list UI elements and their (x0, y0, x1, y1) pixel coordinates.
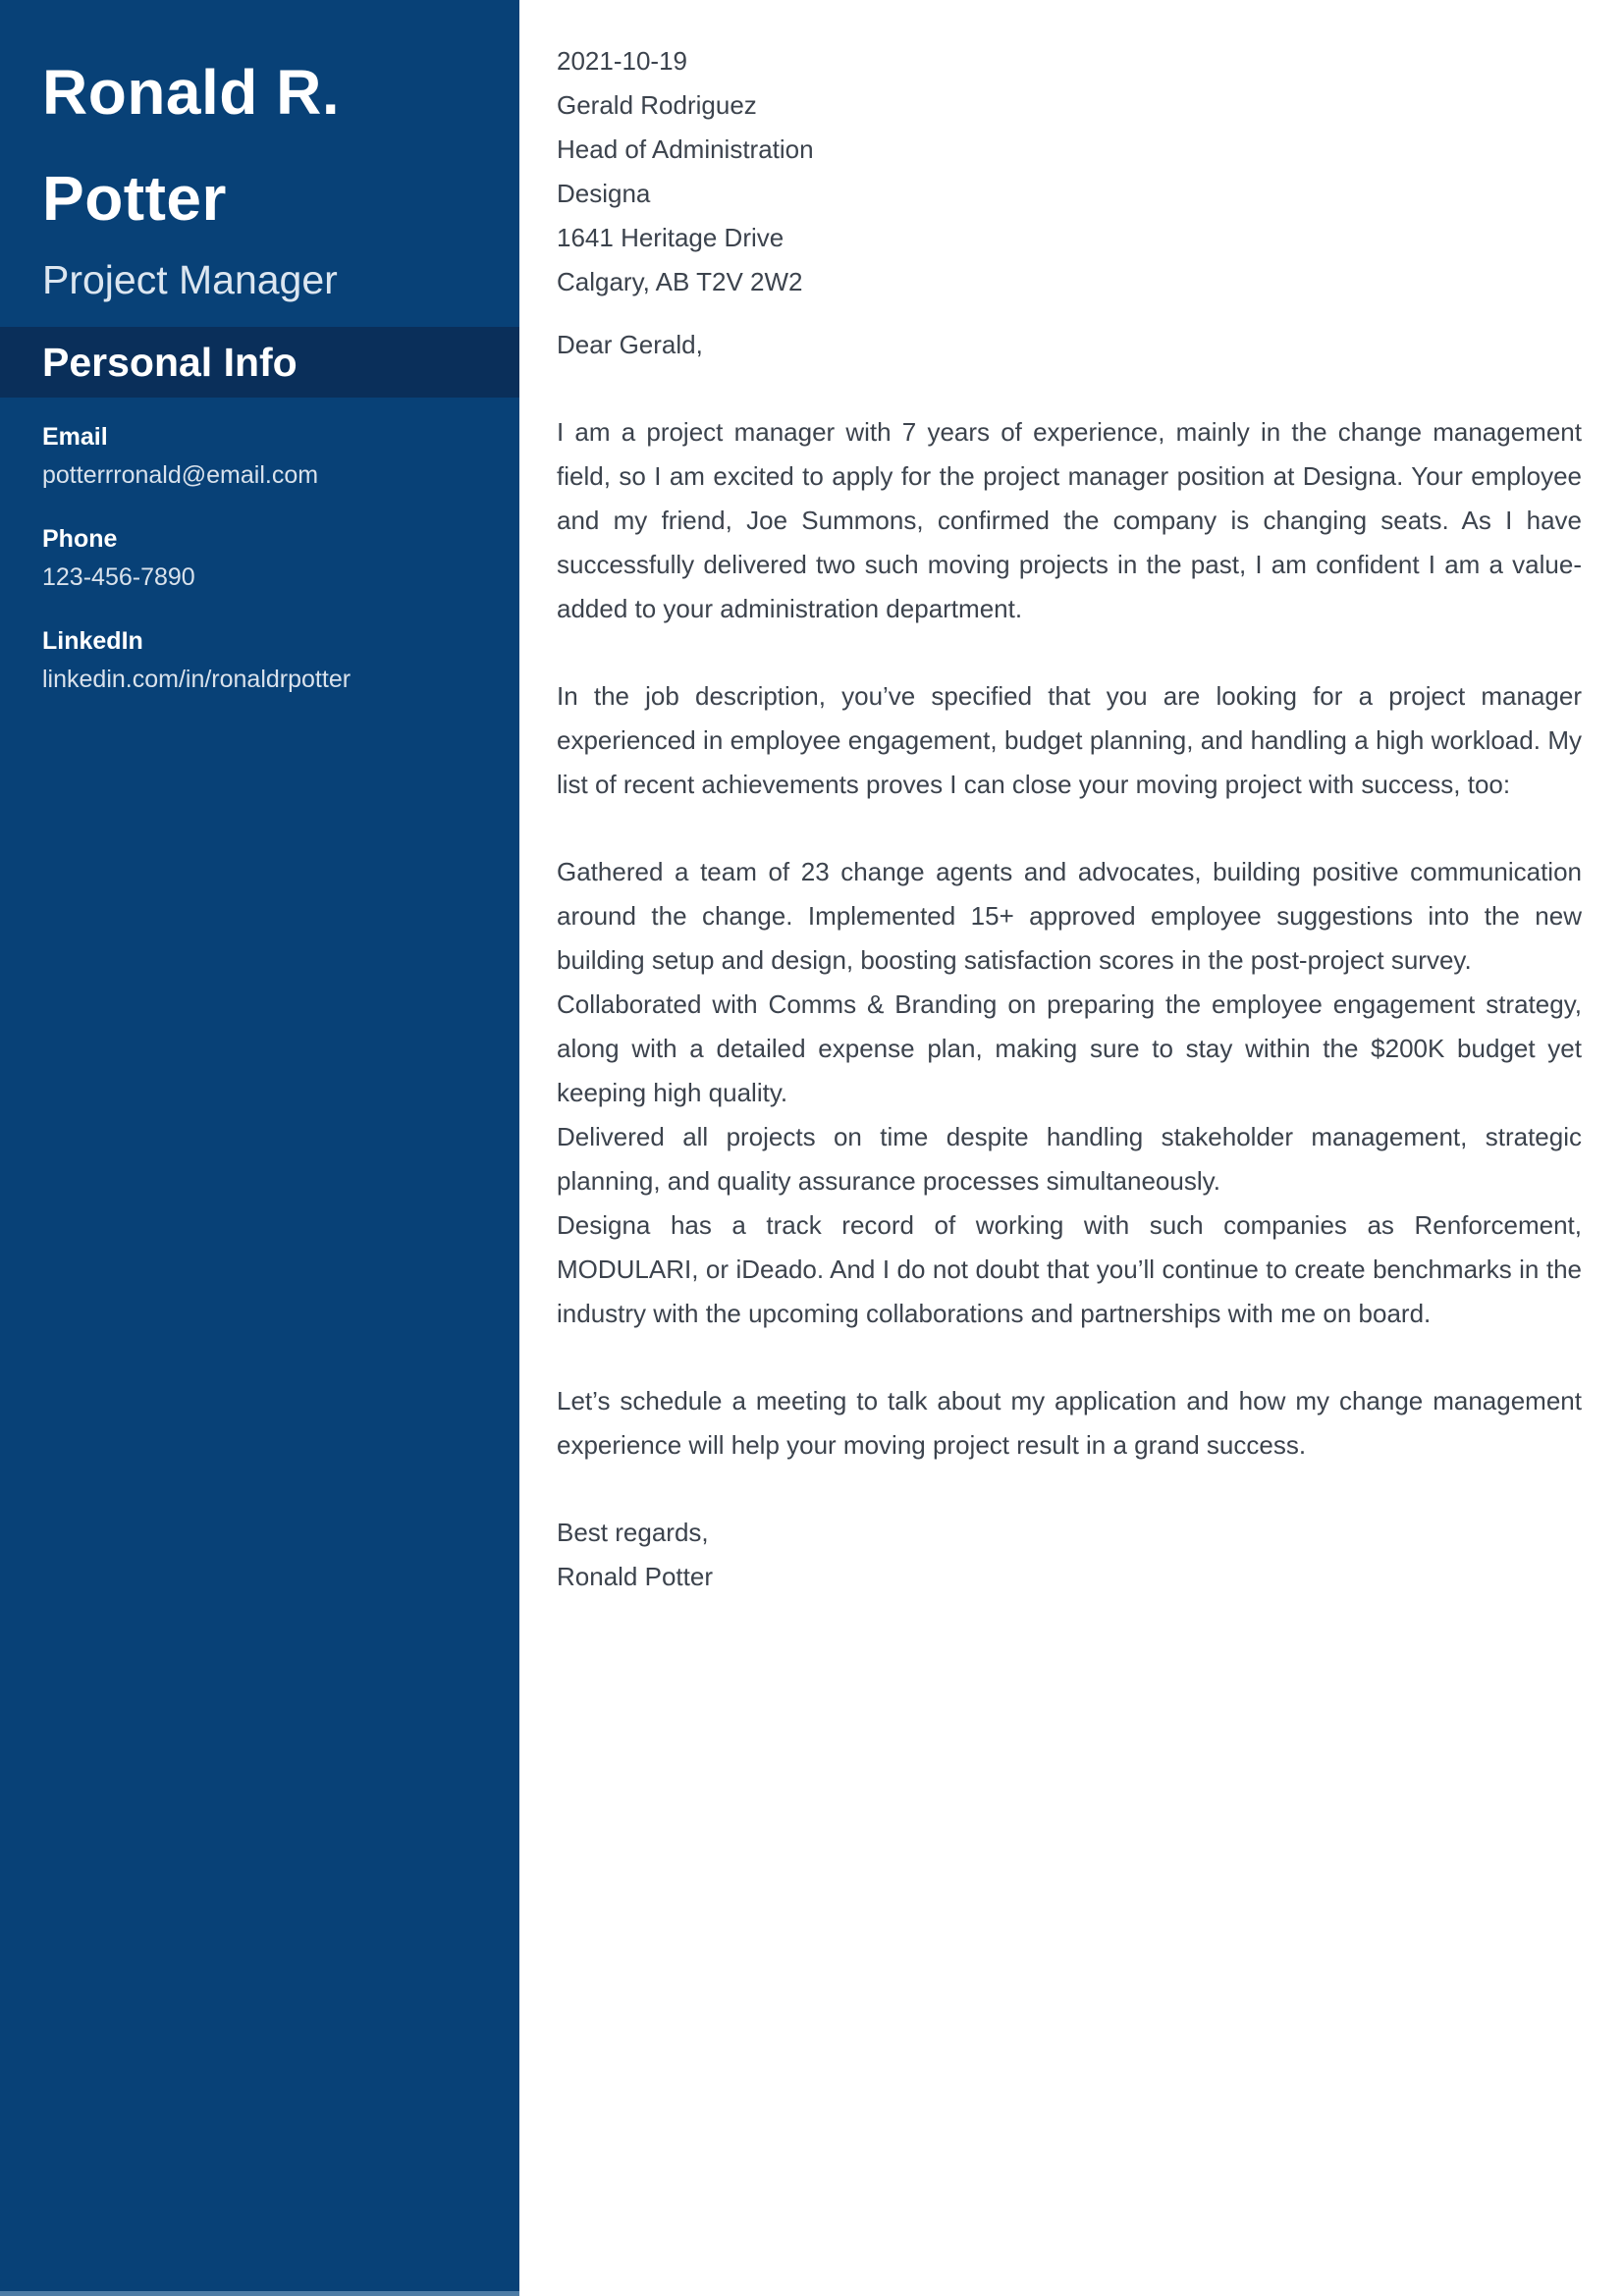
applicant-name-line2: Potter (42, 163, 227, 234)
paragraph-job-requirements: In the job description, you’ve specified that you are looking for a project manager experienced in employee engagement, budget planning, and handling a high workload. My list of recent achievements proves I can close your moving project with success, too: (557, 681, 1582, 799)
achievement-team: Gathered a team of 23 change agents and advocates, building positive communication around the change. Implemented 15+ approved employee suggestions into the new building setup and design, boosting satisfaction scores in the post-project survey. (557, 857, 1582, 975)
personal-info-heading: Personal Info (42, 339, 298, 385)
signoff (557, 1511, 1582, 1599)
linkedin-value: linkedin.com/in/ronaldrpotter (42, 666, 352, 693)
recipient-city: Calgary, AB T2V 2W2 (557, 267, 803, 296)
phone-value: 123-456-7890 (42, 563, 195, 591)
applicant-job-title: Project Manager (42, 257, 338, 302)
sidebar (0, 0, 519, 2296)
applicant-name (42, 39, 480, 251)
achievement-collaboration: Collaborated with Comms & Branding on preparing the employee engagement strategy, along with a detailed expense plan, making sure to stay within the $200K budget yet keeping high quality. (557, 989, 1582, 1107)
letter-body (519, 0, 1623, 2296)
paragraph-introduction: I am a project manager with 7 years of experience, mainly in the change management field, so I am excited to apply for the project manager position at Designa. Your employee and my friend, Joe Summons, confirmed the company is changing seats. As I have successfully delivered two such moving projects in the past, I am confident I am a value-added to your administration department. (557, 417, 1582, 623)
achievement-company-praise: Designa has a track record of working with such companies as Renforcement, MODULARI, or iDeado. And I do not doubt that you’ll continue to create benchmarks in the industry with the upcoming collaborations and partnerships with me on board. (557, 1210, 1582, 1328)
greeting: Dear Gerald, (557, 330, 703, 359)
email-value: potterrronald@email.com (42, 461, 319, 489)
achievement-delivery: Delivered all projects on time despite handling stakeholder management, strategic planning, and quality assurance processes simultaneously. (557, 1122, 1582, 1196)
paragraph-call-to-action: Let’s schedule a meeting to talk about my application and how my change management experience will help your moving project result in a grand success. (557, 1386, 1582, 1460)
achievements-block (557, 850, 1582, 1336)
personal-info-section-band (0, 327, 519, 398)
signature-name: Ronald Potter (557, 1562, 713, 1591)
applicant-name-line1: Ronald R. (42, 57, 341, 128)
recipient-name: Gerald Rodriguez (557, 90, 757, 120)
contact-item-email (42, 418, 480, 495)
sidebar-bottom-edge (0, 2291, 519, 2296)
email-label: Email (42, 423, 108, 451)
contact-item-linkedin (42, 622, 480, 699)
linkedin-label: LinkedIn (42, 627, 143, 655)
phone-label: Phone (42, 525, 118, 553)
recipient-company: Designa (557, 179, 651, 208)
contact-item-phone (42, 520, 480, 597)
letter-header (557, 39, 1582, 304)
contact-list (42, 418, 480, 699)
recipient-street: 1641 Heritage Drive (557, 223, 784, 252)
recipient-title: Head of Administration (557, 134, 814, 164)
letter-date: 2021-10-19 (557, 46, 687, 76)
closing: Best regards, (557, 1518, 709, 1547)
